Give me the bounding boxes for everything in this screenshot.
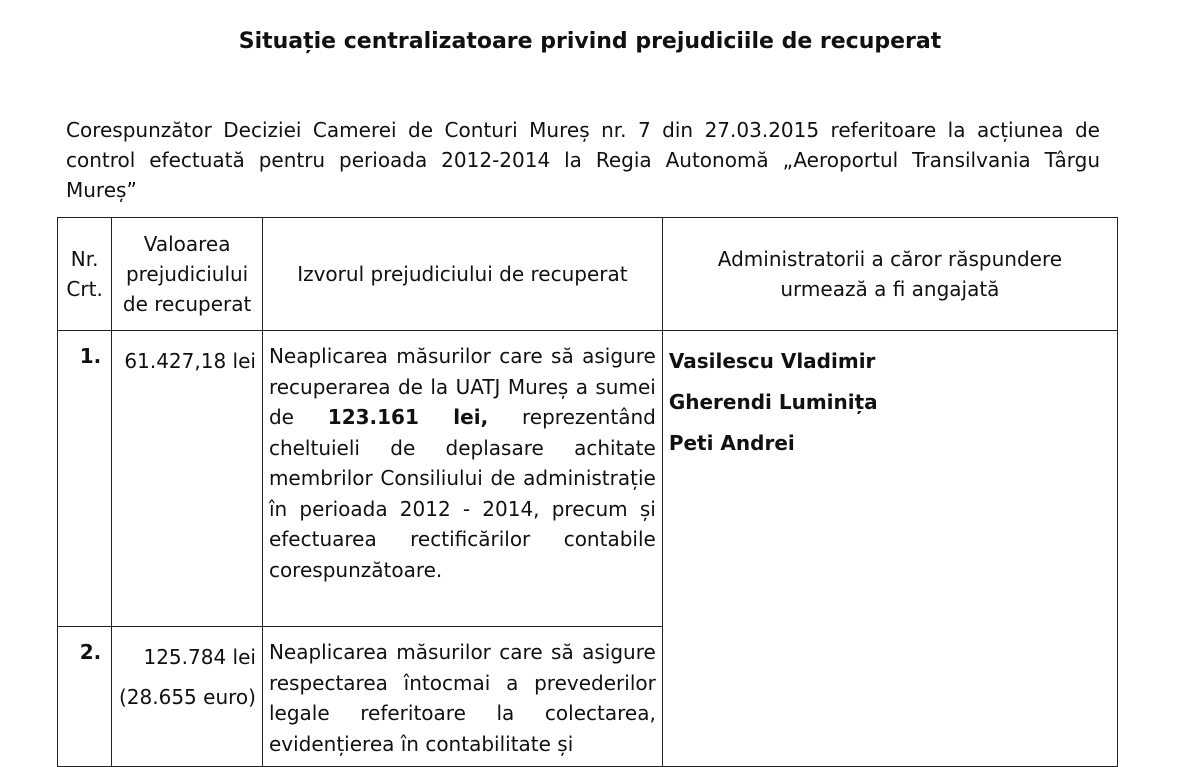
header-nr: Nr. Crt. [58,218,112,331]
table-header-row [58,218,1118,331]
source-amount: 123.161 lei, [327,405,489,429]
intro-paragraph: Corespunzător Deciziei Camerei de Conturi Mureș nr. 7 din 27.03.2015 referitoare la acțiunea de control efectuată pentru perioada 2012-2014 la Regia Autonomă „Aeroportul Transilvania Târgu Mureș” [66,118,1100,202]
row-value [112,627,263,767]
row-value: 61.427,18 lei [112,331,263,627]
admins-cell [662,331,1117,767]
header-value: Valoarea prejudiciului de recuperat [112,218,263,331]
row-value-lei: 125.784 lei [143,645,256,669]
admin-name: Gherendi Luminița [668,390,878,414]
row-value-euro: (28.655 euro) [119,685,256,709]
damages-table [57,217,1118,767]
admin-name: Vasilescu Vladimir [668,349,876,373]
header-source: Izvorul prejudiciului de recuperat [262,218,662,331]
source-text-before: Neaplicarea măsurilor care să asigure recuperarea de la UATJ Mureș a sumei de [268,344,656,429]
row-number: 1. [58,331,112,627]
table-row [58,331,1118,627]
row-source: Neaplicarea măsurilor care să asigure respectarea întocmai a prevederilor legale referitoare la colectarea, evidențierea în contabilitate și [262,627,662,767]
source-text-after: reprezentând cheltuieli de deplasare achitate membrilor Consiliului de administrație în perioada 2012 - 2014, precum și efectuarea rectificărilor contabile corespunzătoare. [268,405,656,582]
document-title: Situație centralizatoare privind prejudiciile de recuperat [238,29,942,54]
row-number: 2. [58,627,112,767]
header-admins: Administratorii a căror răspundere urmează a fi angajată [662,218,1117,331]
row-source [262,331,662,627]
admin-name: Peti Andrei [668,431,795,455]
